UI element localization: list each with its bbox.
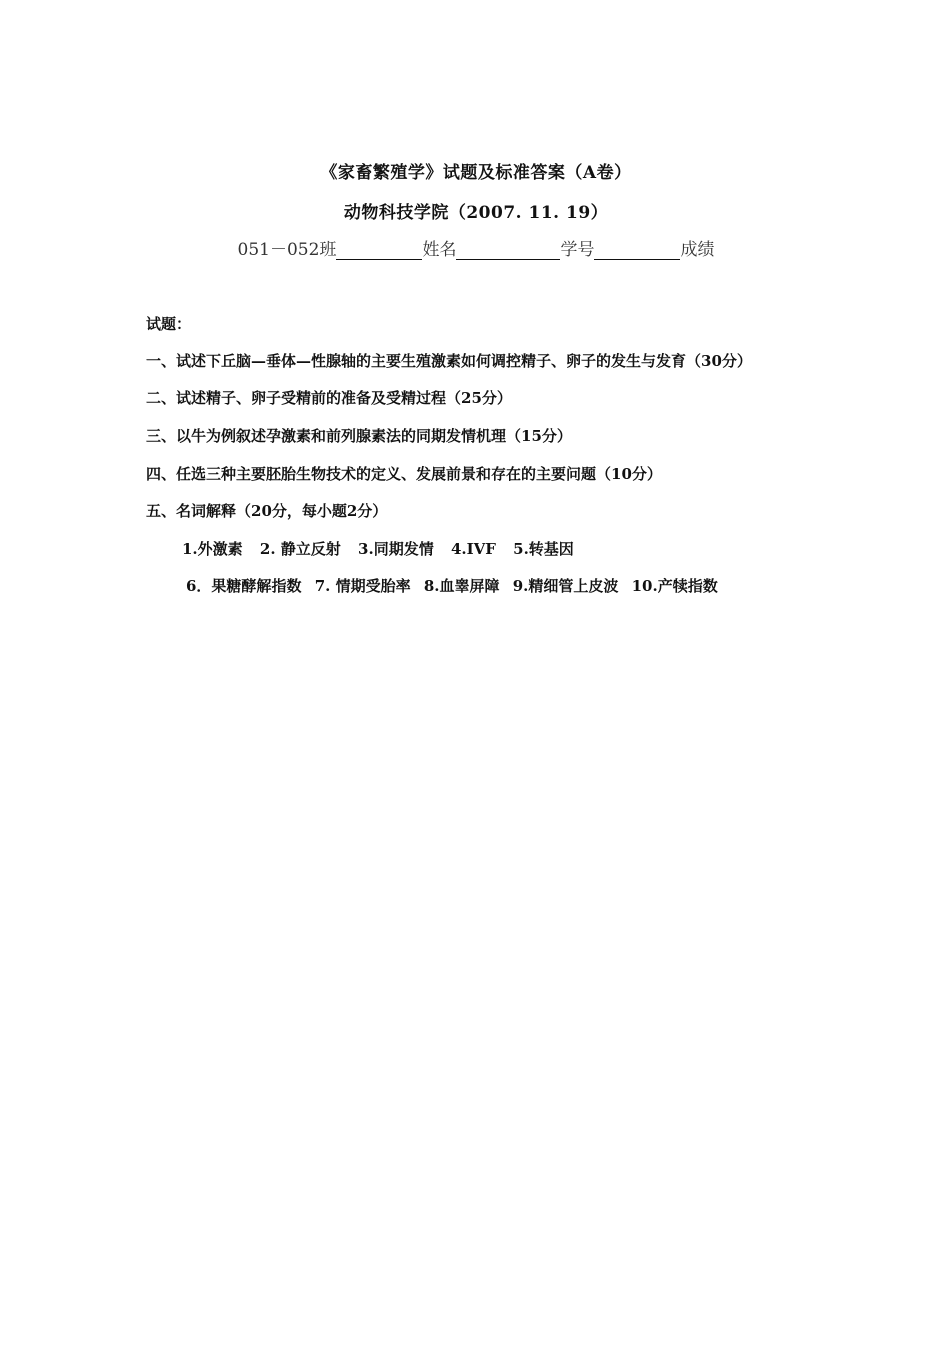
exam-title: 《家畜繁殖学》试题及标准答案（A卷）: [320, 163, 632, 183]
terms-row-2: [186, 575, 926, 596]
term-item: 4.IVF: [450, 540, 496, 558]
name-label: 姓名: [422, 240, 457, 260]
question-5: 五、名词解释（20分，每小题2分）: [146, 502, 388, 520]
question-1: 一、试述下丘脑—垂体—性腺轴的主要生殖激素如何调控精子、卵子的发生与发育（30分）: [146, 352, 752, 370]
score-label: 成绩: [680, 240, 715, 260]
exam-subtitle: 动物科技学院（2007. 11. 19）: [343, 203, 609, 223]
question-2: 二、试述精子、卵子受精前的准备及受精过程（25分）: [146, 389, 512, 407]
id-label: 学号: [560, 240, 595, 260]
question-4: 四、任选三种主要胚胎生物技术的定义、发展前景和存在的主要问题（10分）: [146, 465, 662, 483]
class-label: 051－052班: [237, 240, 337, 260]
name-blank: [456, 240, 560, 260]
term-item: 6．果糖酵解指数: [186, 577, 302, 595]
student-info-line: [0, 235, 952, 260]
term-item: 1.外激素: [182, 540, 243, 558]
id-blank: [594, 240, 680, 260]
term-item: 7. 情期受胎率: [314, 577, 411, 595]
term-item: 9.精细管上皮波: [512, 577, 619, 595]
questions-heading: 试题：: [146, 315, 192, 333]
question-3: 三、以牛为例叙述孕激素和前列腺素法的同期发情机理（15分）: [146, 427, 572, 445]
class-blank: [336, 240, 422, 260]
term-item: 5.转基因: [513, 540, 574, 558]
term-item: 3.同期发情: [358, 540, 434, 558]
term-item: 2. 静立反射: [259, 540, 341, 558]
term-item: 8.血睾屏障: [423, 577, 500, 595]
terms-row-1: [182, 538, 922, 559]
term-item: 10.产犊指数: [631, 577, 718, 595]
